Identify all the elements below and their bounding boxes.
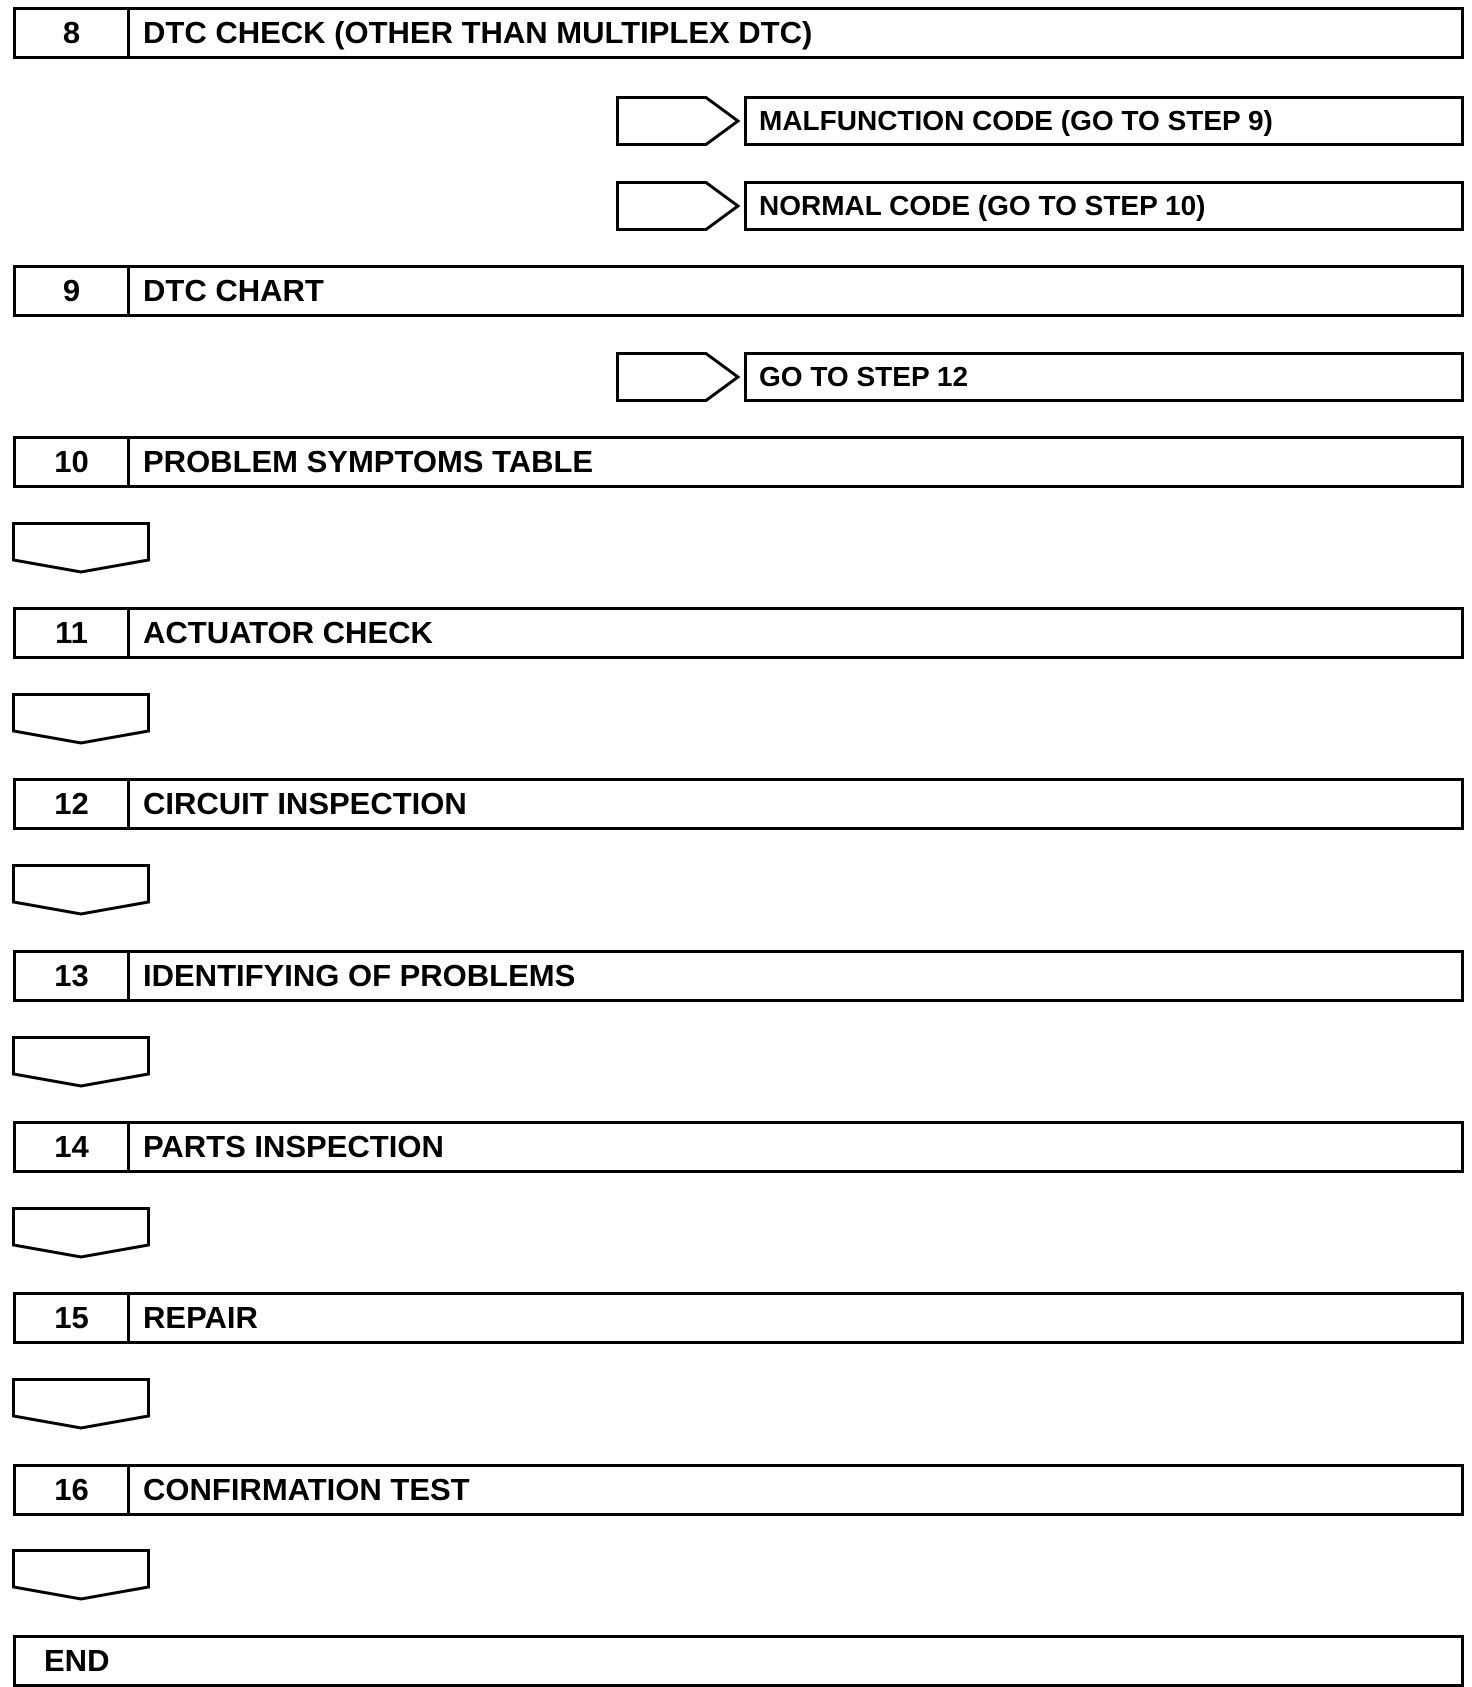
right-arrow-icon bbox=[616, 181, 740, 231]
step-title: PROBLEM SYMPTOMS TABLE bbox=[143, 444, 594, 479]
branch-label: NORMAL CODE (GO TO STEP 10) bbox=[744, 181, 1464, 231]
step-number: 10 bbox=[16, 439, 130, 485]
right-arrow-icon bbox=[616, 96, 740, 146]
step-title: DTC CHECK (OTHER THAN MULTIPLEX DTC) bbox=[143, 15, 813, 50]
down-arrow-icon bbox=[12, 1549, 150, 1601]
step-14 bbox=[13, 1121, 1464, 1173]
step-16 bbox=[13, 1464, 1464, 1516]
step-title: REPAIR bbox=[143, 1300, 258, 1335]
step-title: PARTS INSPECTION bbox=[143, 1129, 444, 1164]
branch-malfunction-code bbox=[616, 96, 1464, 146]
branch-go-to-step-12 bbox=[616, 352, 1464, 402]
step-number: 11 bbox=[16, 610, 130, 656]
step-11 bbox=[13, 607, 1464, 659]
branch-label: MALFUNCTION CODE (GO TO STEP 9) bbox=[744, 96, 1464, 146]
step-number: 15 bbox=[16, 1295, 130, 1341]
step-15 bbox=[13, 1292, 1464, 1344]
right-arrow-icon bbox=[616, 352, 740, 402]
step-number: 13 bbox=[16, 953, 130, 999]
step-number: 9 bbox=[16, 268, 130, 314]
end-label: END bbox=[44, 1643, 110, 1678]
step-number: 16 bbox=[16, 1467, 130, 1513]
step-number: 8 bbox=[16, 10, 130, 56]
down-arrow-icon bbox=[12, 693, 150, 745]
step-title: CONFIRMATION TEST bbox=[143, 1472, 470, 1507]
step-number: 12 bbox=[16, 781, 130, 827]
step-9 bbox=[13, 265, 1464, 317]
end-step bbox=[13, 1635, 1464, 1687]
step-13 bbox=[13, 950, 1464, 1002]
step-8 bbox=[13, 7, 1464, 59]
step-12 bbox=[13, 778, 1464, 830]
step-title: ACTUATOR CHECK bbox=[143, 615, 433, 650]
step-number: 14 bbox=[16, 1124, 130, 1170]
down-arrow-icon bbox=[12, 864, 150, 916]
step-10 bbox=[13, 436, 1464, 488]
step-title: IDENTIFYING OF PROBLEMS bbox=[143, 958, 576, 993]
down-arrow-icon bbox=[12, 1036, 150, 1088]
branch-label: GO TO STEP 12 bbox=[744, 352, 1464, 402]
step-title: CIRCUIT INSPECTION bbox=[143, 786, 467, 821]
branch-normal-code bbox=[616, 181, 1464, 231]
step-title: DTC CHART bbox=[143, 273, 324, 308]
down-arrow-icon bbox=[12, 1207, 150, 1259]
down-arrow-icon bbox=[12, 1378, 150, 1430]
down-arrow-icon bbox=[12, 522, 150, 574]
